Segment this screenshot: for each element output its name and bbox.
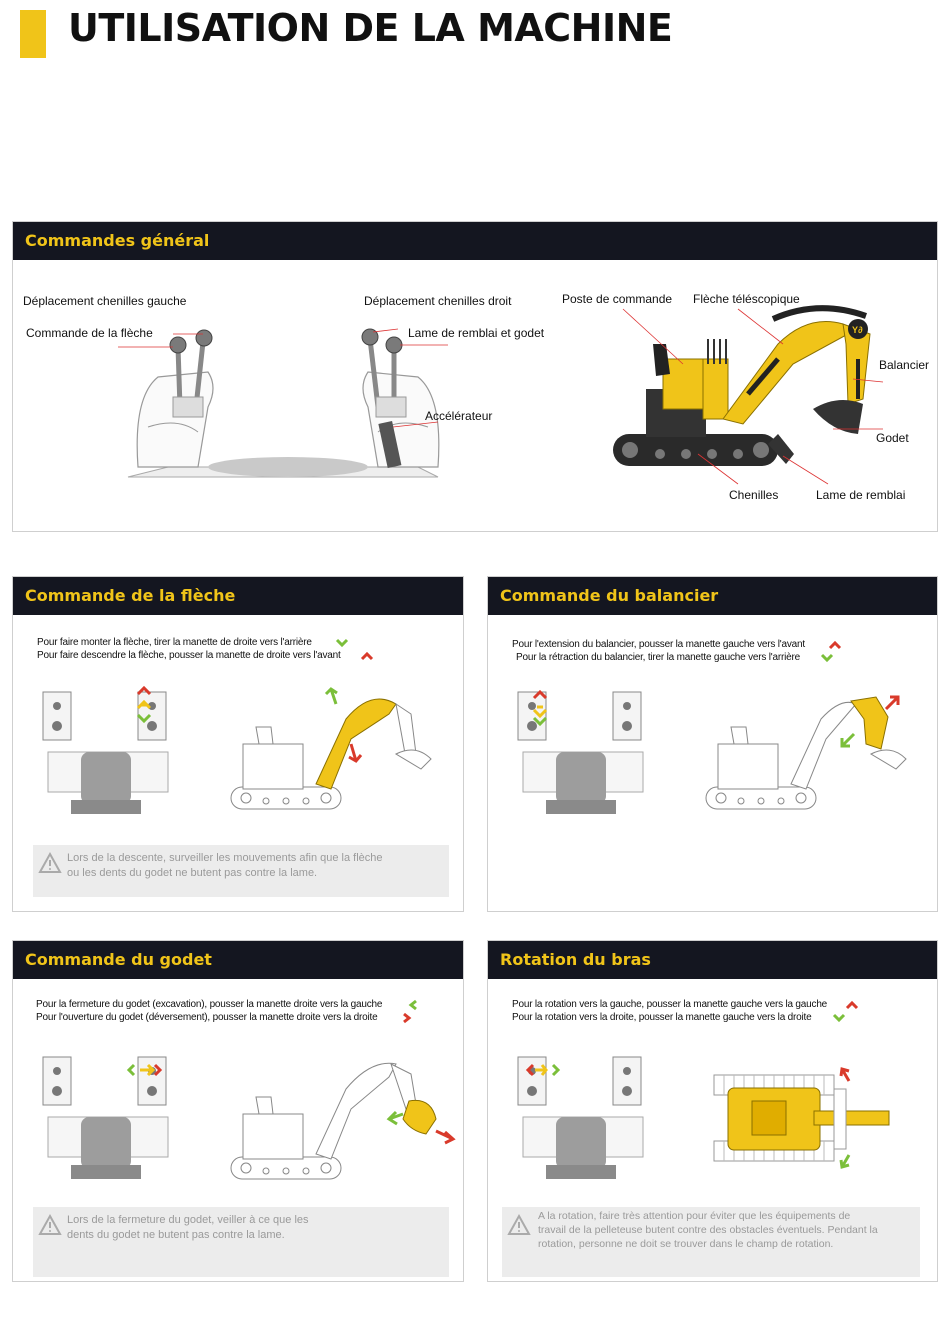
joystick-diagram — [43, 692, 173, 817]
instruction-line-2: Pour la rétraction du balancier, tirer la manette gauche vers l'arrière — [516, 652, 800, 663]
general-controls-panel — [12, 221, 938, 532]
label-control-station: Poste de commande — [562, 292, 673, 306]
label-left-tracks: Déplacement chenilles gauche — [23, 294, 187, 308]
warning-icon — [39, 853, 61, 873]
label-tracks: Chenilles — [729, 488, 779, 502]
svg-text:Y∂: Y∂ — [852, 325, 863, 335]
label-arm: Balancier — [879, 358, 930, 372]
label-right-tracks: Déplacement chenilles droit — [364, 294, 512, 308]
label-throttle: Accélérateur — [425, 409, 493, 423]
arm-control-panel — [487, 576, 938, 912]
excavator-illustration — [608, 304, 878, 474]
boom-control-panel — [12, 576, 464, 912]
instruction-line-1: Pour la fermeture du godet (excavation), pousser la manette droite vers la gauche — [36, 999, 383, 1010]
excavator-bucket-diagram — [231, 1059, 451, 1184]
panel-heading: Commande de la flèche — [13, 577, 463, 615]
instruction-line-1: Pour l'extension du balancier, pousser la manette gauche vers l'avant — [512, 639, 805, 650]
instruction-line-2: Pour l'ouverture du godet (déversement), pousser la manette droite vers la droite — [36, 1012, 378, 1023]
panel-heading: Commandes général — [13, 222, 937, 260]
warning-box — [33, 845, 449, 897]
joystick-diagram — [518, 692, 648, 817]
instruction-line-1: Pour la rotation vers la gauche, pousser la manette gauche vers la gauche — [512, 999, 828, 1010]
warning-text: A la rotation, faire très attention pour éviter que les équipements de travail de la pelleteuse butent contre des obstacles éventuels. Pendant la rotation, personne ne doit se trouver dans le champ de rotation. — [538, 1210, 878, 1250]
right-arrow-icon — [401, 1012, 413, 1024]
panel-heading: Commande du godet — [13, 941, 463, 979]
joystick-diagram — [43, 1057, 173, 1182]
controls-seat-illustration — [118, 317, 458, 487]
panel-heading: Commande du balancier — [488, 577, 937, 615]
label-boom-control: Commande de la flèche — [26, 326, 153, 340]
panel-heading: Rotation du bras — [488, 941, 937, 979]
label-telescopic-boom: Flèche téléscopique — [693, 292, 800, 306]
warning-box — [502, 1207, 920, 1277]
warning-text: Lors de la fermeture du godet, veiller à ce que les dents du godet ne butent pas contre la lame. — [67, 1214, 309, 1241]
warning-text: Lors de la descente, surveiller les mouvements afin que la flèche ou les dents du godet ne butent pas contre la lame. — [67, 852, 383, 879]
bucket-control-panel — [12, 940, 464, 1282]
instruction-line-1: Pour faire monter la flèche, tirer la manette de droite vers l'arrière — [37, 637, 312, 648]
warning-box — [33, 1207, 449, 1277]
down-arrow-icon — [820, 653, 834, 663]
label-blade-bucket: Lame de remblai et godet — [408, 326, 545, 340]
joystick-diagram — [518, 1057, 648, 1182]
page-title: UTILISATION DE LA MACHINE — [68, 6, 673, 50]
left-arrow-icon — [407, 999, 419, 1011]
down-arrow-icon — [832, 1013, 846, 1023]
warning-icon — [508, 1215, 530, 1235]
warning-icon — [39, 1215, 61, 1235]
label-bucket: Godet — [876, 431, 909, 445]
excavator-top-view-diagram — [714, 1063, 904, 1173]
excavator-arm-diagram — [706, 689, 916, 814]
instruction-line-2: Pour faire descendre la flèche, pousser la manette de droite vers l'avant — [37, 650, 341, 661]
up-arrow-icon — [360, 651, 374, 661]
up-arrow-icon — [828, 640, 842, 650]
label-blade: Lame de remblai — [816, 488, 906, 502]
excavator-boom-diagram — [231, 689, 441, 814]
title-accent-bar — [20, 10, 46, 58]
down-arrow-icon — [335, 638, 349, 648]
rotation-panel — [487, 940, 938, 1282]
up-arrow-icon — [845, 1000, 859, 1010]
instruction-line-2: Pour la rotation vers la droite, pousser la manette gauche vers la droite — [512, 1012, 812, 1023]
